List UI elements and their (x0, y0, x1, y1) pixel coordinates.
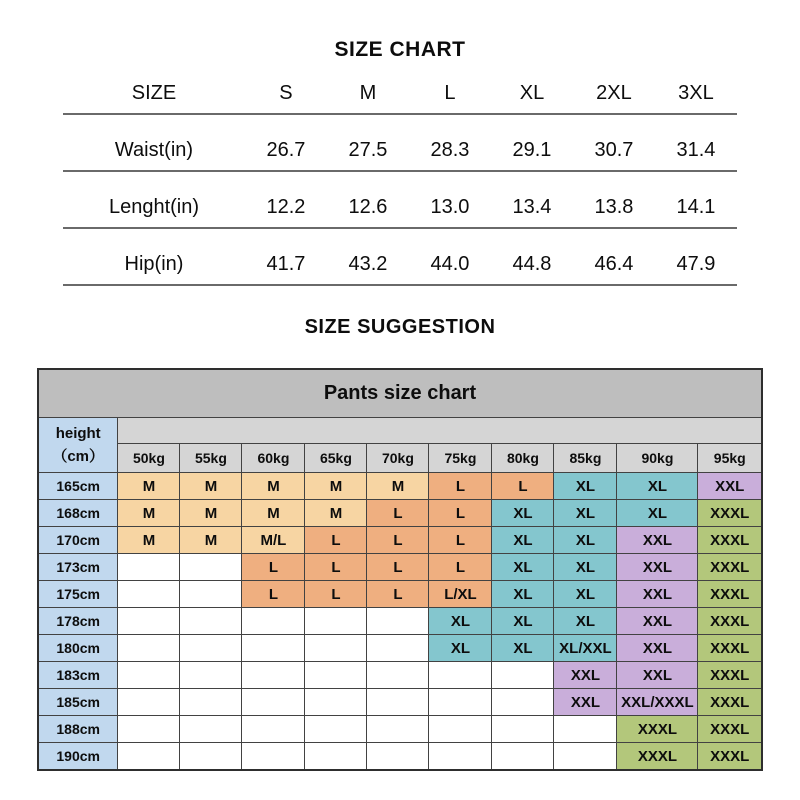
spec-value: 28.3 (430, 139, 470, 161)
size-cell: XL (492, 608, 554, 635)
table-row (38, 635, 762, 662)
size-cell: XL (492, 527, 554, 554)
height-row-header: 173cm (38, 554, 118, 581)
spec-row (63, 172, 737, 229)
spec-value: 41.7 (266, 253, 306, 275)
size-cell (180, 689, 242, 716)
size-cell (367, 689, 429, 716)
table-row (38, 473, 762, 500)
size-cell (305, 743, 367, 771)
size-cell (367, 635, 429, 662)
size-cell: XXXL (698, 527, 762, 554)
spec-row-label: Lenght(in) (108, 196, 200, 218)
size-cell (180, 608, 242, 635)
size-cell (180, 662, 242, 689)
size-cell (492, 743, 554, 771)
size-suggestion-title: SIZE SUGGESTION (304, 316, 496, 338)
size-cell (367, 608, 429, 635)
size-cell: M (118, 473, 180, 500)
size-cell: XXL (617, 662, 698, 689)
size-chart-page (0, 38, 800, 800)
size-cell (554, 743, 617, 771)
spec-value: 12.2 (266, 196, 306, 218)
size-cell: XL (554, 554, 617, 581)
spec-rows-container (63, 115, 737, 286)
size-cell: XL (554, 608, 617, 635)
weight-header-cell: 55kg (180, 444, 242, 473)
height-row-header: 185cm (38, 689, 118, 716)
size-cell: XL (554, 527, 617, 554)
size-cell: XL (492, 500, 554, 527)
size-cell: XL (554, 581, 617, 608)
size-cell: M (118, 500, 180, 527)
size-cell: XXL (617, 527, 698, 554)
size-cell (118, 581, 180, 608)
height-row-header: 178cm (38, 608, 118, 635)
spec-header-cell: SIZE (131, 82, 177, 104)
size-cell: XXL (554, 689, 617, 716)
weight-header-cell: 90kg (617, 444, 698, 473)
size-chart-table (63, 62, 737, 286)
size-cell: L (305, 581, 367, 608)
spec-value: 44.0 (430, 253, 470, 275)
pants-table-title-row (38, 369, 762, 418)
spec-row (63, 229, 737, 286)
size-cell (118, 689, 180, 716)
size-cell (305, 689, 367, 716)
table-row (38, 716, 762, 743)
table-row (38, 689, 762, 716)
size-cell: M (305, 473, 367, 500)
spec-header-cell: 2XL (596, 82, 632, 104)
spec-value: 47.9 (676, 253, 716, 275)
size-cell (305, 716, 367, 743)
spec-value: 30.7 (594, 139, 634, 161)
spec-value: 13.0 (430, 196, 470, 218)
table-row (38, 743, 762, 771)
size-cell: XXXL (698, 608, 762, 635)
size-cell: L (429, 500, 492, 527)
size-cell (429, 662, 492, 689)
size-cell (242, 716, 305, 743)
table-row (38, 581, 762, 608)
size-cell (118, 716, 180, 743)
weight-header-cell: 85kg (554, 444, 617, 473)
size-cell: XXL (617, 608, 698, 635)
height-row-header: 190cm (38, 743, 118, 771)
size-cell (367, 662, 429, 689)
size-cell (180, 716, 242, 743)
size-chart-title: SIZE CHART (334, 38, 466, 61)
size-cell: XXXL (698, 581, 762, 608)
spec-value: 13.8 (594, 196, 634, 218)
size-cell: XXXL (698, 716, 762, 743)
size-cell: XXXL (617, 716, 698, 743)
size-cell (118, 662, 180, 689)
size-cell: XL (492, 581, 554, 608)
size-cell (180, 743, 242, 771)
size-cell: XXL (554, 662, 617, 689)
weight-header-cell: 65kg (305, 444, 367, 473)
size-cell: XXL (617, 635, 698, 662)
spec-value: 43.2 (348, 253, 388, 275)
size-cell: L (429, 473, 492, 500)
height-header-cell: height （cm） (38, 418, 118, 473)
size-cell: XL (617, 500, 698, 527)
weight-header-cell: 95kg (698, 444, 762, 473)
size-cell: XL/XXL (554, 635, 617, 662)
spec-value: 31.4 (676, 139, 716, 161)
size-cell (554, 716, 617, 743)
size-cell (242, 689, 305, 716)
spec-value: 27.5 (348, 139, 388, 161)
table-row (38, 554, 762, 581)
spec-value: 44.8 (512, 253, 552, 275)
spec-header-cell: XL (519, 82, 545, 104)
header-spacer-cell (118, 418, 762, 444)
size-cell: M (180, 473, 242, 500)
size-cell: M (367, 473, 429, 500)
size-cell (492, 716, 554, 743)
size-cell: XL (617, 473, 698, 500)
spec-value: 14.1 (676, 196, 716, 218)
spec-header-cell: 3XL (678, 82, 714, 104)
size-cell: XXL/XXXL (617, 689, 698, 716)
size-cell (305, 608, 367, 635)
spec-value: 13.4 (512, 196, 552, 218)
size-cell: XXXL (698, 635, 762, 662)
weight-header-cell: 50kg (118, 444, 180, 473)
spec-value: 26.7 (266, 139, 306, 161)
size-cell: L/XL (429, 581, 492, 608)
size-cell: L (242, 554, 305, 581)
height-row-header: 168cm (38, 500, 118, 527)
spec-value: 29.1 (512, 139, 552, 161)
height-row-header: 165cm (38, 473, 118, 500)
size-cell: M (242, 473, 305, 500)
spec-row-label: Hip(in) (124, 253, 184, 275)
size-cell: L (492, 473, 554, 500)
size-cell: L (367, 554, 429, 581)
size-cell: XXXL (698, 554, 762, 581)
height-row-header: 175cm (38, 581, 118, 608)
size-cell (367, 743, 429, 771)
height-row-header: 183cm (38, 662, 118, 689)
size-cell (429, 743, 492, 771)
size-cell: M (242, 500, 305, 527)
size-cell (305, 635, 367, 662)
size-cell (242, 635, 305, 662)
size-cell: L (367, 581, 429, 608)
size-cell: M/L (242, 527, 305, 554)
size-cell (180, 635, 242, 662)
size-cell: XXL (617, 581, 698, 608)
size-cell: L (305, 527, 367, 554)
size-cell (118, 743, 180, 771)
size-cell: L (242, 581, 305, 608)
spec-row (63, 115, 737, 172)
table-row (38, 500, 762, 527)
size-cell (180, 554, 242, 581)
pants-table-title: Pants size chart (38, 369, 762, 418)
size-cell: XL (429, 635, 492, 662)
size-cell: M (118, 527, 180, 554)
pants-size-table (37, 368, 763, 771)
size-cell: L (305, 554, 367, 581)
size-cell (242, 743, 305, 771)
size-cell: M (305, 500, 367, 527)
size-cell (118, 608, 180, 635)
size-cell: XL (554, 500, 617, 527)
size-cell (242, 662, 305, 689)
size-cell (367, 716, 429, 743)
size-cell: XXL (698, 473, 762, 500)
size-cell: XXXL (698, 500, 762, 527)
size-cell: L (429, 554, 492, 581)
spec-header-row (63, 62, 737, 115)
table-row (38, 608, 762, 635)
size-cell: L (367, 500, 429, 527)
size-cell: XXL (617, 554, 698, 581)
spec-value: 46.4 (594, 253, 634, 275)
size-cell: XXXL (698, 743, 762, 771)
size-cell (118, 635, 180, 662)
spec-header-cell: L (444, 82, 456, 104)
table-row (38, 527, 762, 554)
spec-header-cell: S (279, 82, 293, 104)
size-cell: M (180, 527, 242, 554)
weight-header-cell: 80kg (492, 444, 554, 473)
size-cell: L (367, 527, 429, 554)
size-cell: L (429, 527, 492, 554)
spec-row-label: Waist(in) (114, 139, 194, 161)
size-cell: XXXL (698, 689, 762, 716)
size-cell (429, 689, 492, 716)
height-row-header: 180cm (38, 635, 118, 662)
size-cell (429, 716, 492, 743)
spec-value: 12.6 (348, 196, 388, 218)
size-cell (242, 608, 305, 635)
size-cell: XL (492, 635, 554, 662)
size-cell: M (180, 500, 242, 527)
size-cell (492, 662, 554, 689)
size-cell (492, 689, 554, 716)
size-cell: XL (492, 554, 554, 581)
size-cell (118, 554, 180, 581)
size-cell (180, 581, 242, 608)
size-cell: XL (554, 473, 617, 500)
weight-header-row (38, 444, 762, 473)
size-cell: XXXL (617, 743, 698, 771)
spec-header-cell: M (359, 82, 377, 104)
size-cell (305, 662, 367, 689)
size-cell: XXXL (698, 662, 762, 689)
weight-header-cell: 70kg (367, 444, 429, 473)
table-row (38, 662, 762, 689)
height-row-header: 188cm (38, 716, 118, 743)
weight-header-cell: 75kg (429, 444, 492, 473)
size-cell: XL (429, 608, 492, 635)
weight-header-cell: 60kg (242, 444, 305, 473)
header-strip-row (38, 418, 762, 444)
height-row-header: 170cm (38, 527, 118, 554)
